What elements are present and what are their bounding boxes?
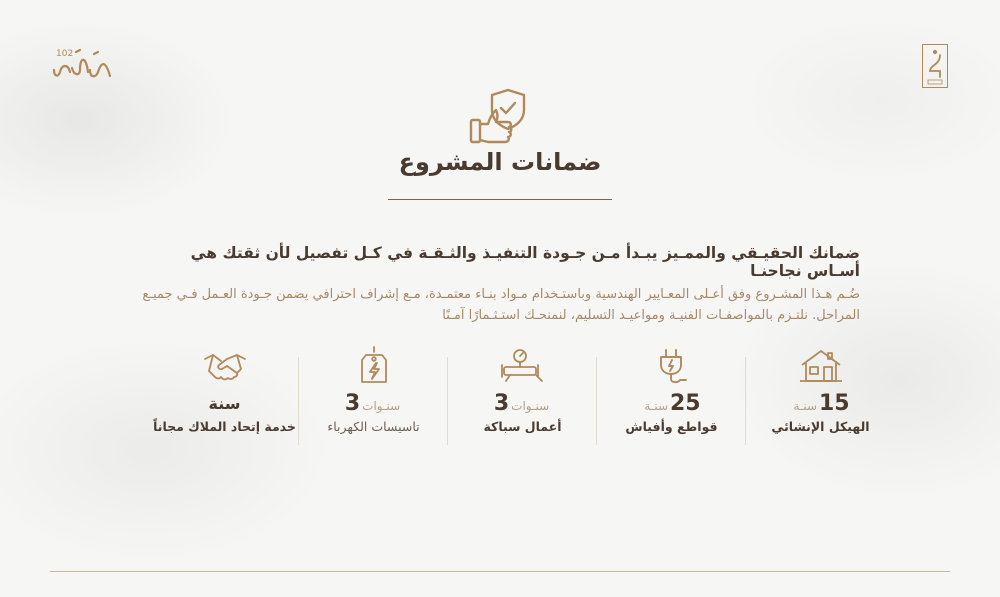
stat-unit: سنـة — [644, 399, 668, 413]
stat-number: 3 — [493, 391, 510, 416]
page-title: ضمانات المشروع — [398, 148, 602, 176]
stat-value — [597, 391, 746, 417]
handshake-icon — [150, 345, 299, 385]
house-icon — [746, 345, 895, 385]
stat-label: خدمة إتحاد الملاك مجاناً — [153, 419, 296, 434]
stat-value — [746, 391, 895, 417]
stat-label: تاسيسات الكهرباء — [327, 419, 420, 434]
guarantee-shield-thumb-icon — [468, 86, 538, 148]
stat-number: 3 — [344, 391, 361, 416]
stat-plumbing — [448, 345, 597, 445]
stat-value — [299, 391, 448, 417]
stat-unit-before: سنـوات — [511, 399, 550, 413]
stat-label: قواطع وأفياش — [625, 419, 718, 434]
stat-number: سنة — [208, 394, 241, 413]
stat-value — [150, 391, 299, 417]
stat-electrical — [299, 345, 448, 445]
brand-logo-left — [50, 42, 116, 88]
stat-owners-association — [150, 345, 299, 445]
stat-number: 15 — [819, 391, 850, 416]
stat-label: الهيكل الإنشائي — [771, 419, 870, 434]
stat-number: 25 — [670, 391, 701, 416]
warranty-stats — [150, 345, 895, 445]
stat-structure — [746, 345, 895, 445]
plug-icon — [597, 345, 746, 385]
intro-body: ضُـم هـذا المشـروع وفق أعـلى المعـايير الهندسية وباستـخدام مـواد بنـاء معتمـدة، مـع إشراف احترافي يضمن جـودة العـمل فـي جميـع المراحل. نلتـزم بالمواصفـات الفنيـة ومواعيـد التسليم، لنمنحـك استـثـمارًا آمـنًا — [142, 287, 860, 323]
svg-text:102: 102 — [56, 49, 74, 59]
electric-tag-icon — [299, 345, 448, 385]
title-divider — [388, 199, 612, 200]
faucet-icon — [448, 345, 597, 385]
stat-unit: سنـة — [793, 399, 817, 413]
footer-divider — [50, 571, 950, 572]
intro-headline: ضمانك الحقيـقي والممـيز يبـدأ مـن جـودة التنفيـذ والثـقـة في كـل تفصيل لأن ثقتك هي أسـاس نجاحنـا — [190, 244, 860, 280]
stat-unit-before: سنـوات — [362, 399, 401, 413]
stat-label: أعمال سباكة — [483, 419, 562, 434]
intro-block — [140, 244, 860, 326]
stat-breakers — [597, 345, 746, 445]
stat-value — [448, 391, 597, 417]
brand-logo-right — [922, 44, 948, 88]
